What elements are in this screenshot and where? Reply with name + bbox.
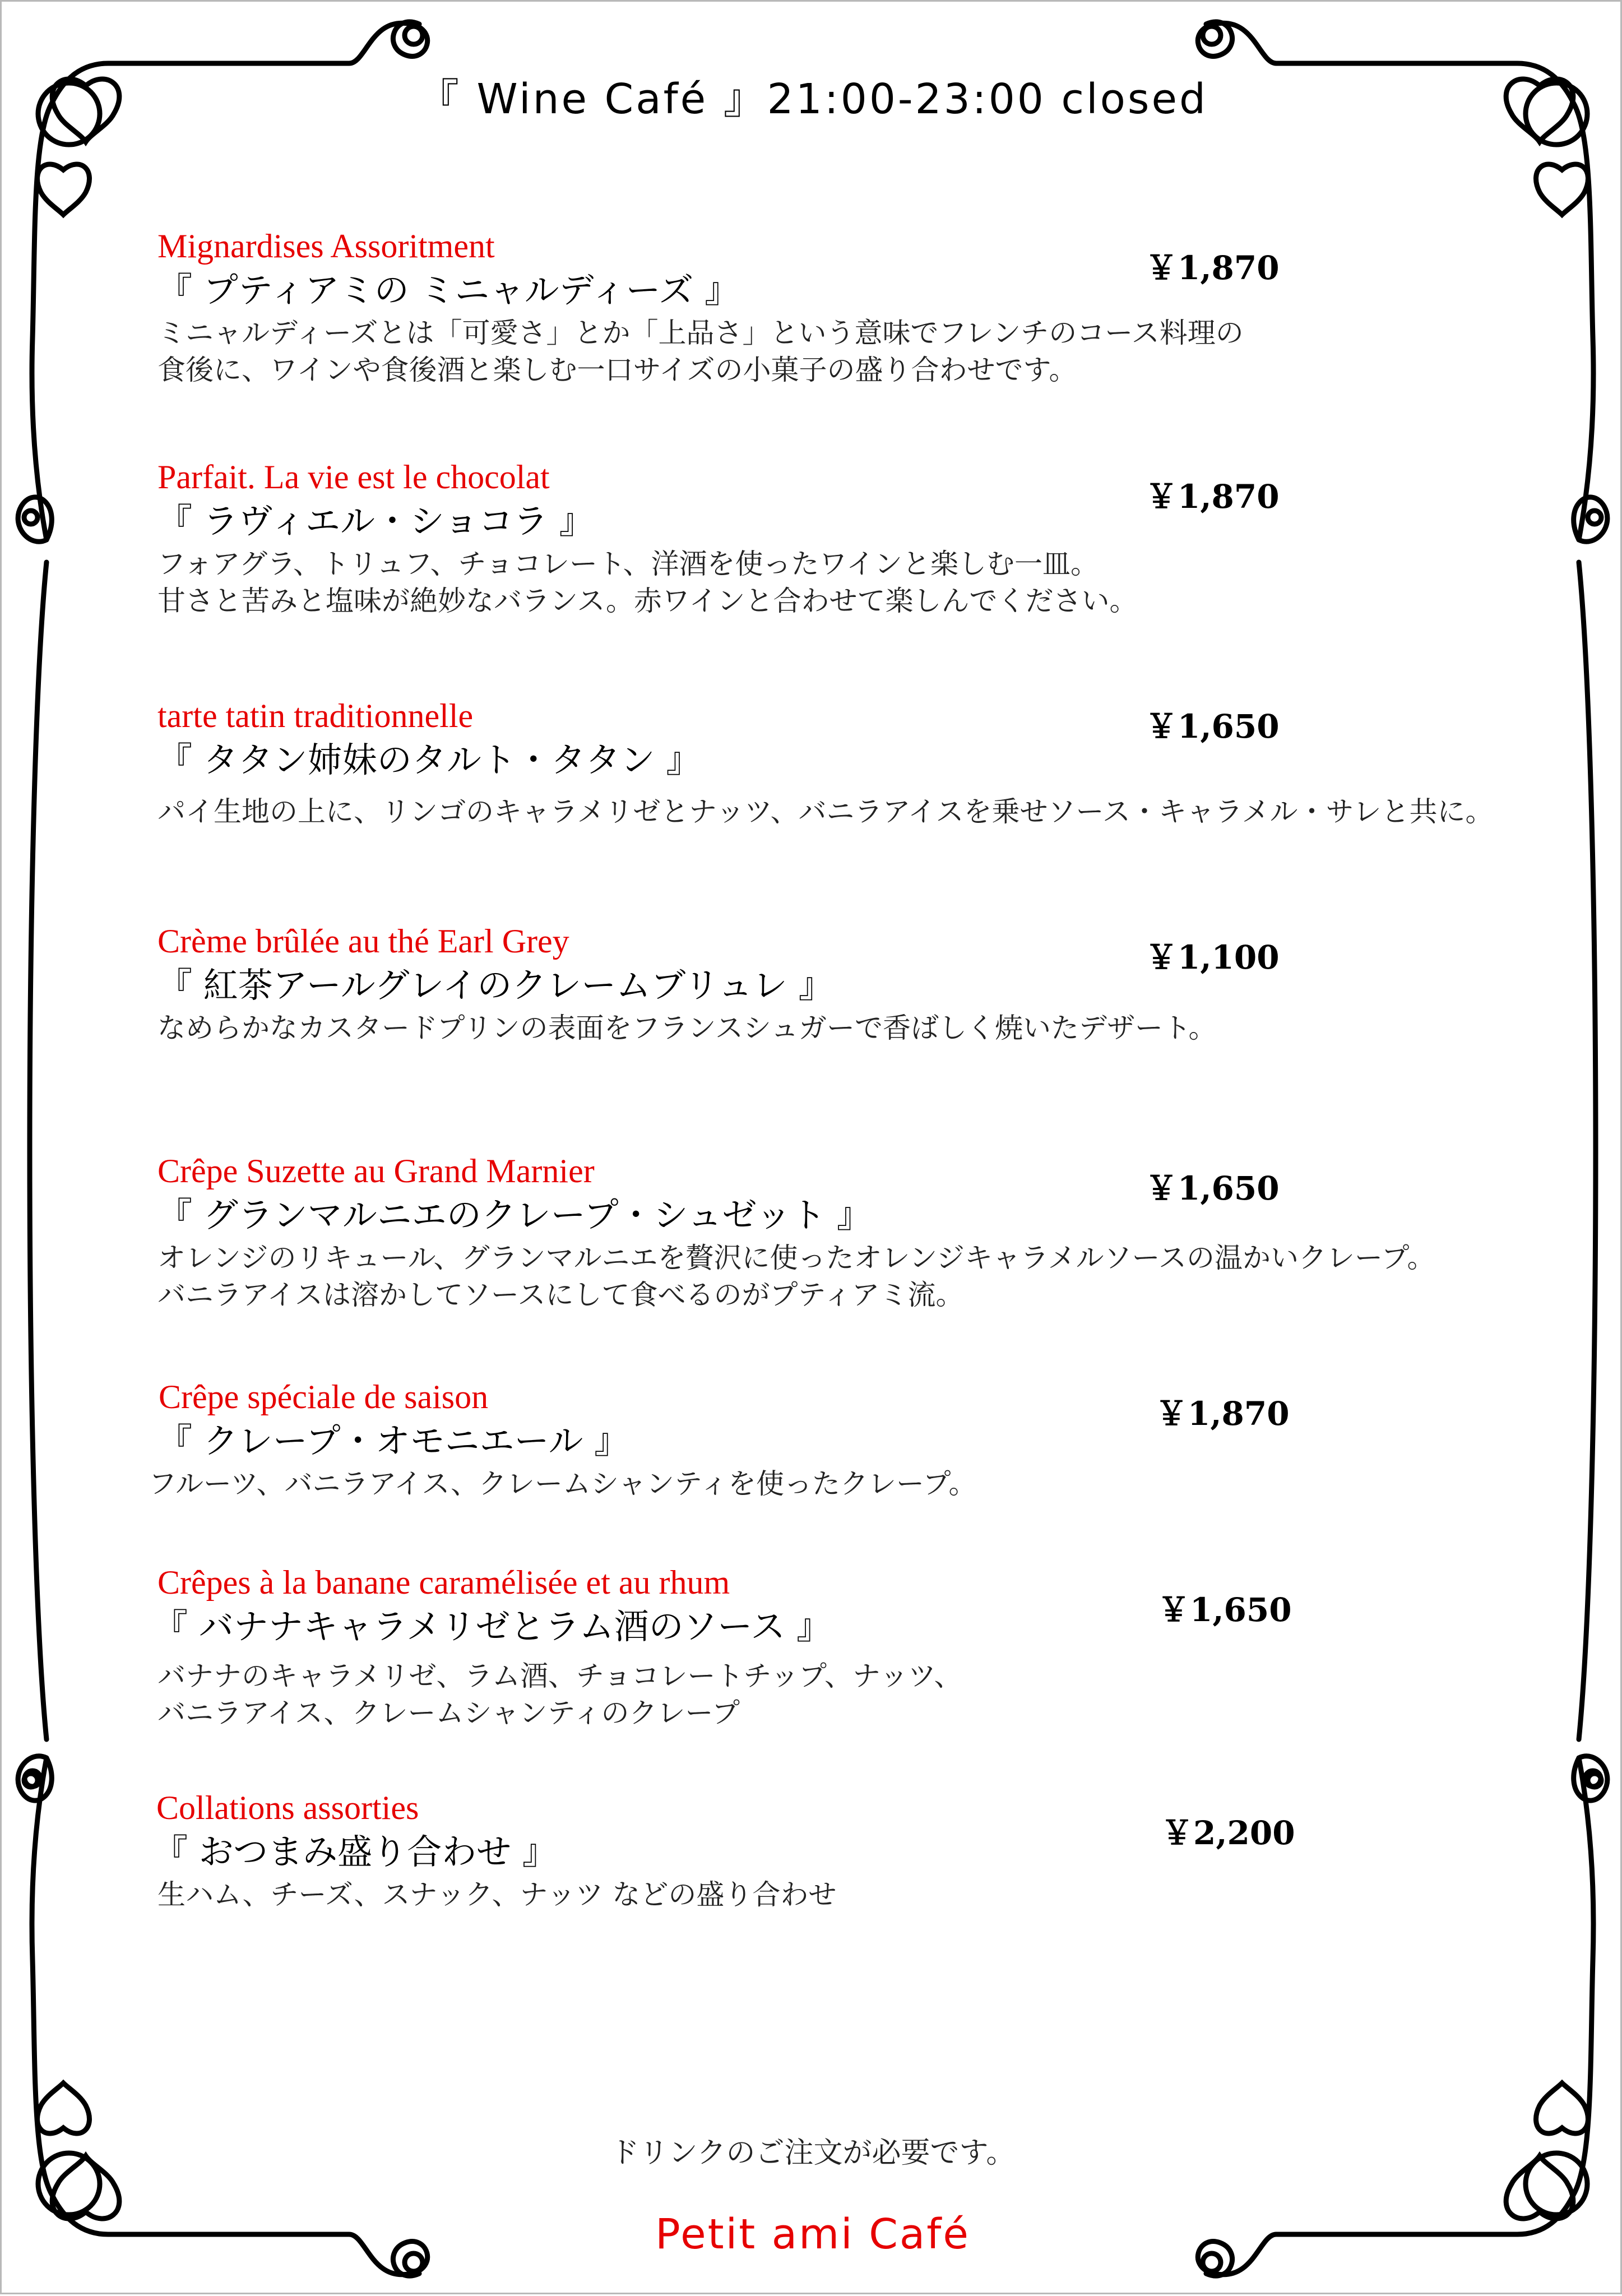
item-description-line: フルーツ、バニラアイス、クレームシャンティを使ったクレープ。: [149, 1468, 977, 1500]
item-french-name: Mignardises Assoritment: [157, 228, 495, 265]
item-japanese-name: 『 紅茶アールグレイのクレームブリュレ 』: [157, 965, 833, 1006]
item-japanese-name: 『 グランマルニエのクレープ・シュゼット 』: [157, 1195, 872, 1235]
item-description-line: 生ハム、チーズ、スナック、ナッツ などの盛り合わせ: [157, 1878, 837, 1911]
menu-item: [157, 457, 1592, 619]
item-price: ￥1,870: [1145, 478, 1280, 516]
item-french-name: Crème brûlée au thé Earl Grey: [157, 923, 569, 960]
menu-item: [153, 1788, 1588, 1913]
menu-item: [157, 696, 1592, 830]
item-japanese-name: 『 クレープ・オモニエール 』: [157, 1420, 629, 1461]
item-description-line: オレンジのリキュール、グランマルニエを贅沢に使ったオレンジキャラメルソースの温かいクレープ。: [157, 1242, 1435, 1274]
item-japanese-name: 『 タタン姉妹のタルト・タタン 』: [157, 739, 701, 780]
item-french-name: Crêpe Suzette au Grand Marnier: [157, 1152, 595, 1189]
menu-item: [153, 1562, 1588, 1732]
brand-name: Petit ami Café: [655, 2210, 970, 2258]
item-japanese-name: 『 バナナキャラメリゼとラム酒のソース 』: [153, 1606, 831, 1647]
item-description-line: バニラアイスは溶かしてソースにして食べるのがプティアミ流。: [157, 1279, 964, 1311]
item-description-line: 甘さと苦みと塩味が絶妙なバランス。赤ワインと合わせて楽しんでください。: [157, 585, 1138, 617]
item-french-name: Crêpe spéciale de saison: [159, 1378, 489, 1415]
item-french-name: Parfait. La vie est le chocolat: [157, 459, 550, 496]
item-french-name: Crêpes à la banane caramélisée et au rhum: [157, 1564, 730, 1601]
item-price: ￥1,100: [1145, 938, 1280, 976]
item-price: ￥1,870: [1155, 1395, 1290, 1433]
item-description-line: 食後に、ワインや食後酒と楽しむ一口サイズの小菓子の盛り合わせです。: [157, 354, 1077, 386]
menu-item: [157, 226, 1592, 388]
item-description-line: フォアグラ、トリュフ、チョコレート、洋酒を使ったワインと楽しむ一皿。: [157, 548, 1099, 580]
page-title: 『 Wine Café 』21:00-23:00 closed: [417, 75, 1208, 123]
item-price: ￥1,650: [1145, 1169, 1280, 1207]
frame-left-edge: [30, 562, 47, 1739]
item-description-line: パイ生地の上に、リンゴのキャラメリゼとナッツ、バニラアイスを乗せソース・キャラメル・サレと共に。: [157, 795, 1494, 828]
item-description-line: バナナのキャラメリゼ、ラム酒、チョコレートチップ、ナッツ、: [157, 1660, 962, 1692]
item-french-name: tarte tatin traditionnelle: [157, 697, 474, 734]
item-price: ￥1,870: [1145, 249, 1280, 287]
item-japanese-name: 『 おつまみ盛り合わせ 』: [153, 1831, 557, 1872]
drink-order-note: ドリンクのご注文が必要です。: [610, 2136, 1016, 2170]
menu-item: [157, 1151, 1592, 1313]
item-japanese-name: 『 ラヴィエル・ショコラ 』: [157, 501, 594, 541]
menu-item: [157, 921, 1592, 1047]
item-price: ￥2,200: [1161, 1814, 1295, 1852]
item-description-line: なめらかなカスタードプリンの表面をフランスシュガーで香ばしく焼いたデザート。: [157, 1012, 1217, 1044]
menu-item: [149, 1377, 1583, 1502]
item-french-name: Collations assorties: [156, 1789, 419, 1826]
item-description-line: ミニャルディーズとは「可愛さ」とか「上品さ」という意味でフレンチのコース料理の: [157, 317, 1244, 349]
item-price: ￥1,650: [1157, 1591, 1292, 1629]
item-japanese-name: 『 プティアミの ミニャルディーズ 』: [157, 270, 740, 311]
item-description-line: バニラアイス、クレームシャンティのクレープ: [157, 1697, 740, 1729]
item-price: ￥1,650: [1145, 707, 1280, 746]
